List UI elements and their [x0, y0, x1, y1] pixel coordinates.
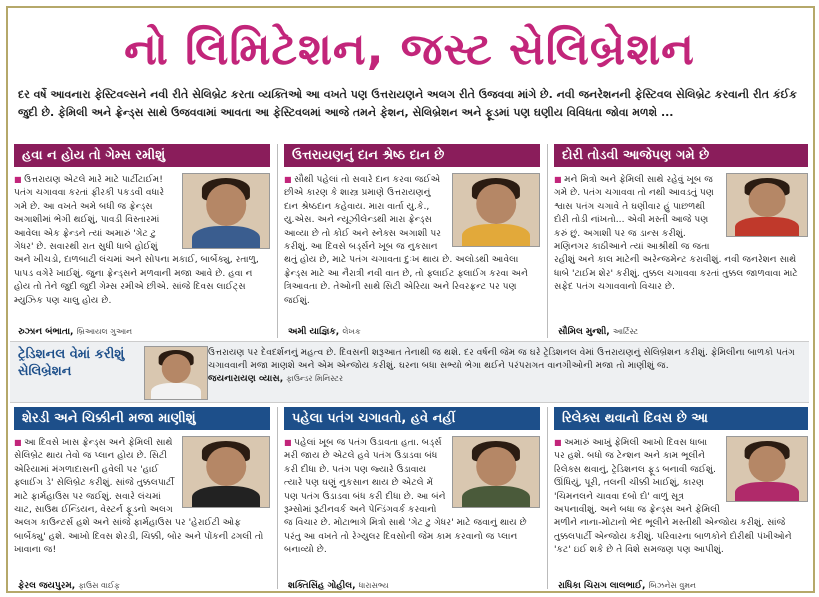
article-byline [18, 327, 132, 337]
article-title: રિલેક્સ થવાનો દિવસ છે આ [554, 407, 808, 430]
tradition-body [208, 346, 802, 398]
byline-role: લેખક [342, 327, 361, 336]
article-byline [288, 327, 361, 337]
article-body: ઉત્તરાયણ એટલે મારે માટે પાર્ટીટાઈમ! પતંગ ચગાવવા કરતાં ફીરકી પકડવી વધારે ગમે છે. આ વખતે અમે બધી જ ફ્રેન્ડ્સ અગાશીમાં ભેગી થઈશું, પાવડી વિસ્તારમાં આવેલા એક ફ્રેન્ડને ત્યાં અમારું 'ગેટ ટુ ગેધર' છે. સવારથી રાત સુધી ધાબે હોઈશું અને ખીચડો, દાળબાટી લંચમાં અને સોપના મકાઈ, બાર્બેક્યુ, રતાળુ, પાપડ વગેરે ખાઈશું. જુના ફ્રેન્ડ્સને મળવાની મજા આવે છે. હવા ન હોય તો તેને જુદી જુદી ગેમ્સ રમીએ છીએ. સાંજે દિવસ લાઈટ્સ મ્યુઝિક પણ ચાલુ હોય છે. [14, 174, 259, 306]
article-body: અમારું આખું ફેમિલી આખો દિવસ ધાબા પર હશે. બધો જ ટેન્શન અને કામ ભૂલીને રિલેક્સ થવાનું, ટ્રેડિશનલ ફૂડ બનાવી જઈશું. ઊંધિયું, પૂરી, તલની ચીક્કી ખાઈશું, કારણ 'ચિમનલને ચાવવા દબો દો' વાળું સૂત્ર અપનાવીશું. અને બધા જ ફ્રેન્ડ્સ અને ફેમિલી મળીને નાના-મોટાનો ભેદ ભૂલીને મસ્તીથી એન્જોય કરીશું. સાંજે તુક્કલપાર્ટી એન્જોય કરીશું. પરિવારના બાળકોને દોરીથી પંખીઓને 'કટ' ઇઈ શકે છે તે વિશે સમજણ પણ આપીશું. [554, 437, 792, 556]
article-title: દોરી તોડવી આજેપણ ગમે છે [554, 144, 808, 167]
portrait-photo [726, 436, 808, 502]
byline-name: જયનારાયણ વ્યાસ, [208, 373, 284, 384]
tradition-text: ઉત્તરાયણ પર દેવદર્શનનું મહત્વ છે. દિવસની શરૂઆત તેનાથી જ થશે. દર વર્ષની જેમ જ ઘરે ટ્રેડિશનલ વેમાં ઉત્તરાયણનું સેલિબ્રેશન કરીશું. ફેમિલીના બાળકો પતંગ ચગાવવાની મજા માણશે અને એમ એન્જોય કરીશું. ઘરના બધા સભ્યો ભેગા થઈને પરંપરાગત વાનગીઓની મજા તો માણીશું જ. [208, 347, 795, 371]
byline-name: રુઝાન બંભાતા, [18, 327, 74, 337]
article-title: હવા ન હોય તો ગેમ્સ રમીશું [14, 144, 270, 167]
article-bottom-2: પહેલા પતંગ ચગાવતો, હવે નહીં ■ પહેલાં ખૂબ જ પતંગ ઉડાવતા હતા. બર્ડ્સ મરી જાય છે એટલે હવે પતંગ ઉડાડવા બંધ કરી દીધા છે. પતંગ પણ જ્યારે ઉડાવાય ત્યારે પણ ઘણું નુકસાન થાય છે એટલે મેં પણ પતંગ ઉડાડવા બંધ કરી દીધા છે. આ બંને રૂમ્સોમાં રૂટીનવર્ક અને પેન્ડિંગવર્ક કરવાનો જ વિચાર છે. મોટાભાગે મિત્રો સાથે 'ગેટ ટુ ગેધર' માટે જવાનું થાય છે પરંતુ આ વખતે તો રેગ્યુલર દિવસોની જેમ કામ કરવાનો જ પ્લાન બનાવ્યો છે. [284, 407, 540, 577]
article-byline [558, 327, 638, 337]
column-divider [547, 407, 548, 589]
byline-role: ધારાસભ્ય [358, 581, 389, 590]
byline-role: ફાઉસ વાઈફ [78, 581, 120, 590]
article-byline [18, 581, 120, 591]
column-divider [277, 144, 278, 338]
portrait-photo [182, 173, 270, 249]
byline-name: સૌમિલ મુન્શી, [558, 327, 610, 337]
portrait-photo [452, 436, 540, 508]
page-headline: નો લિમિટેશન, જસ્ટ સેલિબ્રેશન [124, 24, 695, 75]
article-body: આ દિવસે ખાસ ફ્રેન્ડ્સ અને ફેમિલી સાથે સેલિબ્રેટ થાય તેવો જ પ્લાન હોય છે. સિટી એરિયામાં મંગળાદાસની હવેલી પર 'હાઈ ફ્લાઈંગ ડે' સેલિબ્રેટ કરીશું. સાંજે તુક્કલપાર્ટી માટે ફાર્મહાઉસ પર જઈશું. સવારે લંચમાં ચાટ, સાઉથ ઈન્ડિયન, વેસ્ટર્ન ફૂડનો અલગ અલગ કાઉન્ટર્સ હશે અને સાંજે ફાર્મહાઉસ પર 'હેરાઈટી ઓફ બાર્બેક્યુ' હશે. આખો દિવસ શેરડી, ચિક્કી, બોર અને પોંકની ઢગલી તો ખાવાના જ! [14, 437, 264, 556]
byline-name: ફેરલ જયપુરમ, [18, 581, 76, 591]
article-top-1: હવા ન હોય તો ગેમ્સ રમીશું ■ ઉત્તરાયણ એટલે મારે માટે પાર્ટીટાઈમ! પતંગ ચગાવવા કરતાં ફીરકી પકડવી વધારે ગમે છે. આ વખતે અમે બધી જ ફ્રેન્ડ્સ અગાશીમાં ભેગી થઈશું, પાવડી વિસ્તારમાં આવેલા એક ફ્રેન્ડને ત્યાં અમારું 'ગેટ ટુ ગેધર' છે. સવારથી રાત સુધી ધાબે હોઈશું અને ખીચડો, દાળબાટી લંચમાં અને સોપના મકાઈ, બાર્બેક્યુ, રતાળુ, પાપડ વગેરે ખાઈશું. જુના ફ્રેન્ડ્સને મળવાની મજા આવે છે. હવા ન હોય તો તેને જુદી જુદી ગેમ્સ રમીએ છીએ. સાંજે દિવસ લાઈટ્સ મ્યુઝિક પણ ચાલુ હોય છે. [14, 144, 270, 338]
byline-name: રાધિકા ચિરાગ લાલભાઈ, [558, 581, 646, 591]
byline-role: બિઝનેસ વુમન [648, 581, 696, 590]
byline-role: આર્ટિસ્ટ [612, 327, 639, 336]
article-byline [288, 581, 389, 591]
byline-role: ફાઉન્ડર મિનિસ્ટર [286, 374, 343, 383]
column-divider [547, 144, 548, 338]
article-top-2: ઉત્તરાયણનું દાન શ્રેષ્ઠ દાન છે ■ સૌથી પહેલાં તો સવારે દાન કરવા જઈએ છીએ કારણ કે શાસ્ત્ર પ્રમાણે ઉત્તરાયણનું દાન શ્રેષ્ઠદાન કહેવાય. મારા વાર્તા યુ.કે., યુ.એસ. અને ન્યૂઝીલેન્ડથી મારા ફ્રેન્ડ્સ આવ્યા છે તો કોઈ અને સ્નેક્સ અગાશી પર કરીશું. આ દિવસે બર્ડ્સને ખૂબ જ નુકસાન થતું હોય છે, માટે પતંગ ચગાવતા દુઃખ થાય છે. અલોડથી આવેલા ફ્રેન્ડ્સ માટે આ નૈરાત્રી નવી વાત છે, તો ફ્લાઈટ ફ્લાઈંગ કરવા અને ત્રિઆવતા છે. તેઓની સાથે સિટી એરિયા અને રિવરફ્રન્ટ પર પણ જઈશું. [284, 144, 540, 338]
article-title: પહેલા પતંગ ચગાવતો, હવે નહીં [284, 407, 540, 430]
tradition-box [10, 341, 809, 403]
article-byline [558, 581, 696, 591]
article-top-3: દોરી તોડવી આજેપણ ગમે છે ■ મને મિત્રો અને ફેમિલી સાથે રહેવું ખૂબ જ ગમે છે. પતંગ ચગાવવા તો નથી આવડતું પણ શ્વાસ પતંગ ચગાવે તે ઘણીવાર હું પાછળથી દોરી તોડી નાંખતો... એવી મસ્તી આજે પણ કરું છું. અગાશી પર જ ડાન્સ કરીશું. મણિનગર કાઠીઆને ત્યાં આશ્રીથી જ જતા રહીશું અને કાલ માટેની અરેન્જમેન્ટ કરાવીશું. નવી જનરેશન સાથે ધાબે 'ટાઈમ શેર' કરીશું. તુક્કલ ચગાવવા કરતાં તુક્કલ જાળવાવા માટે સફેદ પતંગ ચગાવવાનો વિચાર છે. [554, 144, 808, 338]
article-title: શેરડી અને ચિક્કીની મજા માણીશું [14, 407, 270, 430]
article-body: સૌથી પહેલાં તો સવારે દાન કરવા જઈએ છીએ કારણ કે શાસ્ત્ર પ્રમાણે ઉત્તરાયણનું દાન શ્રેષ્ઠદાન કહેવાય. મારા વાર્તા યુ.કે., યુ.એસ. અને ન્યૂઝીલેન્ડથી મારા ફ્રેન્ડ્સ આવ્યા છે તો કોઈ અને સ્નેક્સ અગાશી પર કરીશું. આ દિવસે બર્ડ્સને ખૂબ જ નુકસાન થતું હોય છે, માટે પતંગ ચગાવતા દુઃખ થાય છે. અલોડથી આવેલા ફ્રેન્ડ્સ માટે આ નૈરાત્રી નવી વાત છે, તો ફ્લાઈટ ફ્લાઈંગ કરવા અને ત્રિઆવતા છે. તેઓની સાથે સિટી એરિયા અને રિવરફ્રન્ટ પર પણ જઈશું. [284, 174, 528, 306]
article-body: પહેલાં ખૂબ જ પતંગ ઉડાવતા હતા. બર્ડ્સ મરી જાય છે એટલે હવે પતંગ ઉડાડવા બંધ કરી દીધા છે. પતંગ પણ જ્યારે ઉડાવાય ત્યારે પણ ઘણું નુકસાન થાય છે એટલે મેં પણ પતંગ ઉડાડવા બંધ કરી દીધા છે. આ બંને રૂમ્સોમાં રૂટીનવર્ક અને પેન્ડિંગવર્ક કરવાનો જ વિચાર છે. મોટાભાગે મિત્રો સાથે 'ગેટ ટુ ગેધર' માટે જવાનું થાય છે પરંતુ આ વખતે તો રેગ્યુલર દિવસોની જેમ કામ કરવાનો જ પ્લાન બનાવ્યો છે. [284, 437, 527, 556]
article-bottom-1: શેરડી અને ચિક્કીની મજા માણીશું ■ આ દિવસે ખાસ ફ્રેન્ડ્સ અને ફેમિલી સાથે સેલિબ્રેટ થાય તેવો જ પ્લાન હોય છે. સિટી એરિયામાં મંગળાદાસની હવેલી પર 'હાઈ ફ્લાઈંગ ડે' સેલિબ્રેટ કરીશું. સાંજે તુક્કલપાર્ટી માટે ફાર્મહાઉસ પર જઈશું. સવારે લંચમાં ચાટ, સાઉથ ઈન્ડિયન, વેસ્ટર્ન ફૂડનો અલગ અલગ કાઉન્ટર્સ હશે અને સાંજે ફાર્મહાઉસ પર 'હેરાઈટી ઓફ બાર્બેક્યુ' હશે. આખો દિવસ શેરડી, ચિક્કી, બોર અને પોંકની ઢગલી તો ખાવાના જ! [14, 407, 270, 577]
tradition-title: ટ્રેડિશનલ વેમાં કરીશું સેલિબ્રેશન [18, 347, 125, 379]
article-bottom-3: રિલેક્સ થવાનો દિવસ છે આ ■ અમારું આખું ફેમિલી આખો દિવસ ધાબા પર હશે. બધો જ ટેન્શન અને કામ ભૂલીને રિલેક્સ થવાનું, ટ્રેડિશનલ ફૂડ બનાવી જઈશું. ઊંધિયું, પૂરી, તલની ચીક્કી ખાઈશું, કારણ 'ચિમનલને ચાવવા દબો દો' વાળું સૂત્ર અપનાવીશું. અને બધા જ ફ્રેન્ડ્સ અને ફેમિલી મળીને નાના-મોટાનો ભેદ ભૂલીને મસ્તીથી એન્જોય કરીશું. સાંજે તુક્કલપાર્ટી એન્જોય કરીશું. પરિવારના બાળકોને દોરીથી પંખીઓને 'કટ' ઇઈ શકે છે તે વિશે સમજણ પણ આપીશું. [554, 407, 808, 577]
portrait-photo [726, 173, 808, 237]
byline-name: અમી યાજ્ઞિક, [288, 327, 340, 337]
article-title: ઉત્તરાયણનું દાન શ્રેષ્ઠ દાન છે [284, 144, 540, 167]
article-body: મને મિત્રો અને ફેમિલી સાથે રહેવું ખૂબ જ ગમે છે. પતંગ ચગાવવા તો નથી આવડતું પણ શ્વાસ પતંગ ચગાવે તે ઘણીવાર હું પાછળથી દોરી તોડી નાંખતો... એવી મસ્તી આજે પણ કરું છું. અગાશી પર જ ડાન્સ કરીશું. મણિનગર કાઠીઆને ત્યાં આશ્રીથી જ જતા રહીશું અને કાલ માટેની અરેન્જમેન્ટ કરાવીશું. નવી જનરેશન સાથે ધાબે 'ટાઈમ શેર' કરીશું. તુક્કલ ચગાવવા કરતાં તુક્કલ જાળવાવા માટે સફેદ પતંગ ચગાવવાનો વિચાર છે. [554, 174, 798, 293]
column-divider [277, 407, 278, 589]
portrait-photo [144, 346, 208, 400]
intro-paragraph: દર વર્ષે આવનારા ફેસ્ટિવલ્સને નવી રીતે સેલિબ્રેટ કરતા વ્યક્તિઓ આ વખતે પણ ઉત્તરાયણને અલગ રીતે ઉજવવા માંગે છે. નવી જનરેશનની ફેસ્ટિવલ સેલિબ્રેટ કરવાની રીત કંઈક જુદી છે. ફેમિલી અને ફ્રેન્ડ્સ સાથે ઉજવવામાં આવતા આ ફેસ્ટિવલમાં આજે તમને ફેશન, સેલિબ્રેશન અને ફૂડમાં પણ ઘણીય વિવિધતા જોવા મળશે ... [18, 88, 797, 119]
byline-role: બ્રિઆયલ ગુઆન [76, 327, 133, 336]
portrait-photo [182, 436, 270, 508]
byline-name: શક્તિસિંહ ગોહીલ, [288, 581, 356, 591]
portrait-photo [452, 173, 540, 247]
